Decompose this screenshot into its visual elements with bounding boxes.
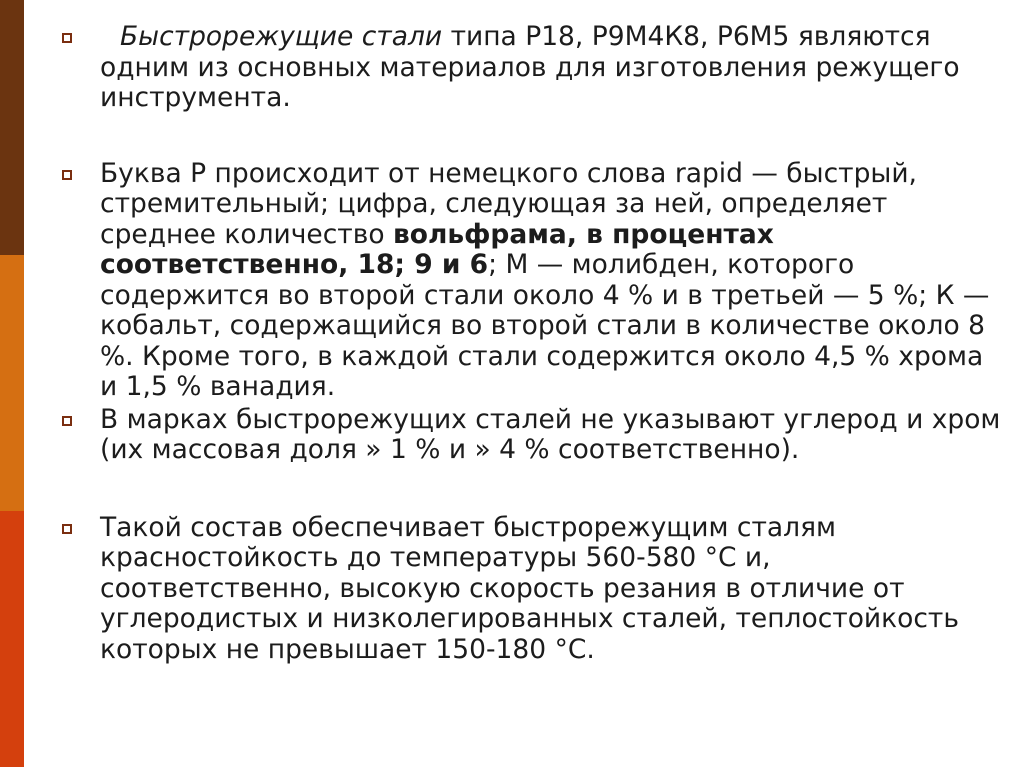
bullet-text: ; М — молибден, которого содержится во второй стали около 4 % и в третьей — 5 %; К — кобальт, содержащийся во второй стали в количестве около 8 %. Кроме того, в каждой стали содержится около 4,5 % хрома и 1,5 % ванадия.: [100, 249, 990, 402]
bullet-text: Такой состав обеспечивает быстрорежущим сталям красностойкость до температуры 560-580 °С и, соответственно, высокую скорость резания в отличие от углеродистых и низколегированных сталей, теплостойкость которых не превышает 150-180 °С.: [100, 511, 959, 665]
side-strip-middle: [0, 255, 24, 511]
bullet-item: [62, 22, 1002, 114]
bullet-item: [62, 405, 1002, 466]
side-strip-top: [0, 0, 24, 255]
bullet-square-icon: [62, 524, 72, 534]
side-strip-bottom: [0, 511, 24, 767]
bullet-text: В марках быстрорежущих сталей не указывают углерод и хром (их массовая доля » 1 % и » 4 % соответственно).: [100, 403, 1001, 465]
bullet-item: [62, 513, 1002, 666]
bullet-square-icon: [62, 170, 72, 180]
bullet-square-icon: [62, 33, 72, 43]
bullet-text: типа Р18, Р9М4К8, Р6М5 являются одним из основных материалов для изготовления режущего инструмента.: [100, 21, 960, 113]
bullet-item: [62, 159, 1002, 403]
bullet-text: Буква Р происходит от немецкого слова rapid — быстрый, стремительный; цифра, следующая за ней, определяет среднее количество: [100, 157, 917, 250]
italic-lead: Быстрорежущие стали: [120, 21, 443, 52]
bold-text: вольфрама, в процентах соответственно, 18; 9 и 6: [100, 218, 774, 280]
slide-body: [62, 22, 1002, 665]
bullet-square-icon: [62, 416, 72, 426]
